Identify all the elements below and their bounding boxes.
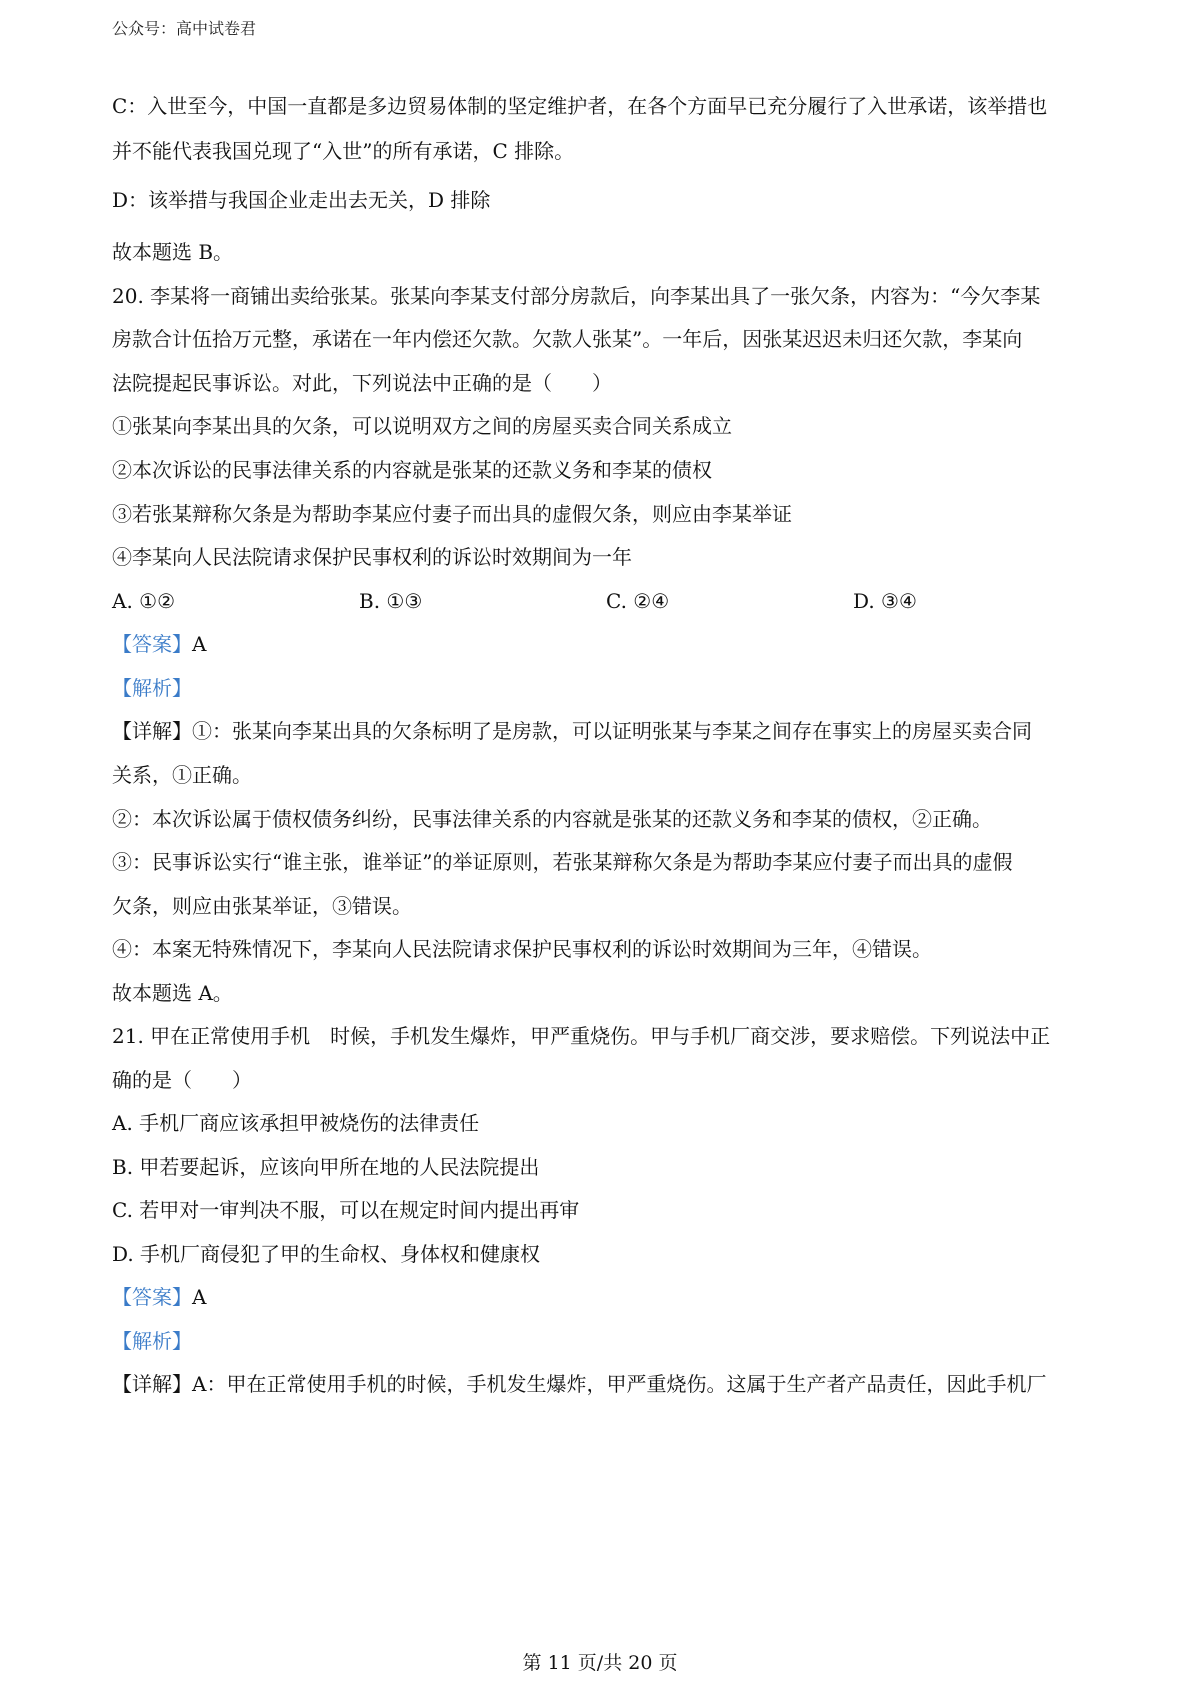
statement-3: ③若张某辩称欠条是为帮助李某应付妻子而出具的虚假欠条，则应由李某举证 [112,502,792,526]
question-21-stem: 21. 甲在正常使用手机 时候，手机发生爆炸，甲严重烧伤。甲与手机厂商交涉，要求赔偿。下列说法中正 [112,1024,1051,1048]
detail-text: A：甲在正常使用手机的时候，手机发生爆炸，甲严重烧伤。这属于生产者产品责任，因此手机厂 [192,1372,1047,1396]
statement-4: ④李某向人民法院请求保护民事权利的诉讼时效期间为一年 [112,545,632,569]
option-a: A. ①② [112,589,176,613]
option-c: C. ②④ [606,589,670,613]
text-line: D：该举措与我国企业走出去无关，D 排除 [112,188,491,212]
detail-tag: 【详解】 [112,1372,192,1396]
text-line: 关系，①正确。 [112,763,252,787]
text-line: 故本题选 B。 [112,240,234,264]
option-d: D. 手机厂商侵犯了甲的生命权、身体权和健康权 [112,1242,541,1266]
page-footer: 第 11 页/共 20 页 [522,1652,678,1674]
text-line: 法院提起民事诉讼。对此，下列说法中正确的是（ ） [112,371,612,395]
q21-answer [112,1283,206,1311]
text-line: 欠条，则应由张某举证，③错误。 [112,894,412,918]
answer-value: A [192,1285,207,1309]
option-a: A. 手机厂商应该承担甲被烧伤的法律责任 [112,1111,480,1135]
text-line: 房款合计伍拾万元整，承诺在一年内偿还欠款。欠款人张某”。一年后，因张某迟迟未归还欠款，李某向 [112,327,1023,351]
text-line: ④：本案无特殊情况下，李某向人民法院请求保护民事权利的诉讼时效期间为三年，④错误。 [112,937,932,961]
detail-tag: 【详解】 [112,719,192,743]
q20-analysis-tag: 【解析】 [112,676,192,700]
answer-value: A [192,632,207,656]
statement-2: ②本次诉讼的民事法律关系的内容就是张某的还款义务和李某的债权 [112,458,712,482]
text-line: ③：民事诉讼实行“谁主张，谁举证”的举证原则，若张某辩称欠条是为帮助李某应付妻子而出具的虚假 [112,850,1013,874]
option-b: B. ①③ [359,589,423,613]
text-line: ②：本次诉讼属于债权债务纠纷，民事法律关系的内容就是张某的还款义务和李某的债权，②正确。 [112,807,992,831]
question-20-stem: 20. 李某将一商铺出卖给张某。张某向李某支付部分房款后，向李某出具了一张欠条，内容为：“今欠李某 [112,284,1041,308]
q21-analysis-tag: 【解析】 [112,1329,192,1353]
page-header: 公众号：高中试卷君 [112,19,257,38]
q20-detail [112,717,1032,745]
statement-1: ①张某向李某出具的欠条，可以说明双方之间的房屋买卖合同关系成立 [112,414,732,438]
option-b: B. 甲若要起诉，应该向甲所在地的人民法院提出 [112,1155,540,1179]
q20-answer [112,630,206,658]
q21-detail [112,1370,1046,1398]
detail-text: ①：张某向李某出具的欠条标明了是房款，可以证明张某与李某之间存在事实上的房屋买卖合同 [192,719,1032,743]
text-line: C：入世至今，中国一直都是多边贸易体制的坚定维护者，在各个方面早已充分履行了入世承诺，该举措也 [112,94,1048,118]
q20-options [112,587,1112,615]
option-d: D. ③④ [853,589,917,613]
text-line: 故本题选 A。 [112,981,233,1005]
text-line: 并不能代表我国兑现了“入世”的所有承诺，C 排除。 [112,139,575,163]
option-c: C. 若甲对一审判决不服，可以在规定时间内提出再审 [112,1198,580,1222]
answer-tag: 【答案】 [112,632,192,656]
text-line: 确的是（ ） [112,1068,252,1092]
answer-tag: 【答案】 [112,1285,192,1309]
